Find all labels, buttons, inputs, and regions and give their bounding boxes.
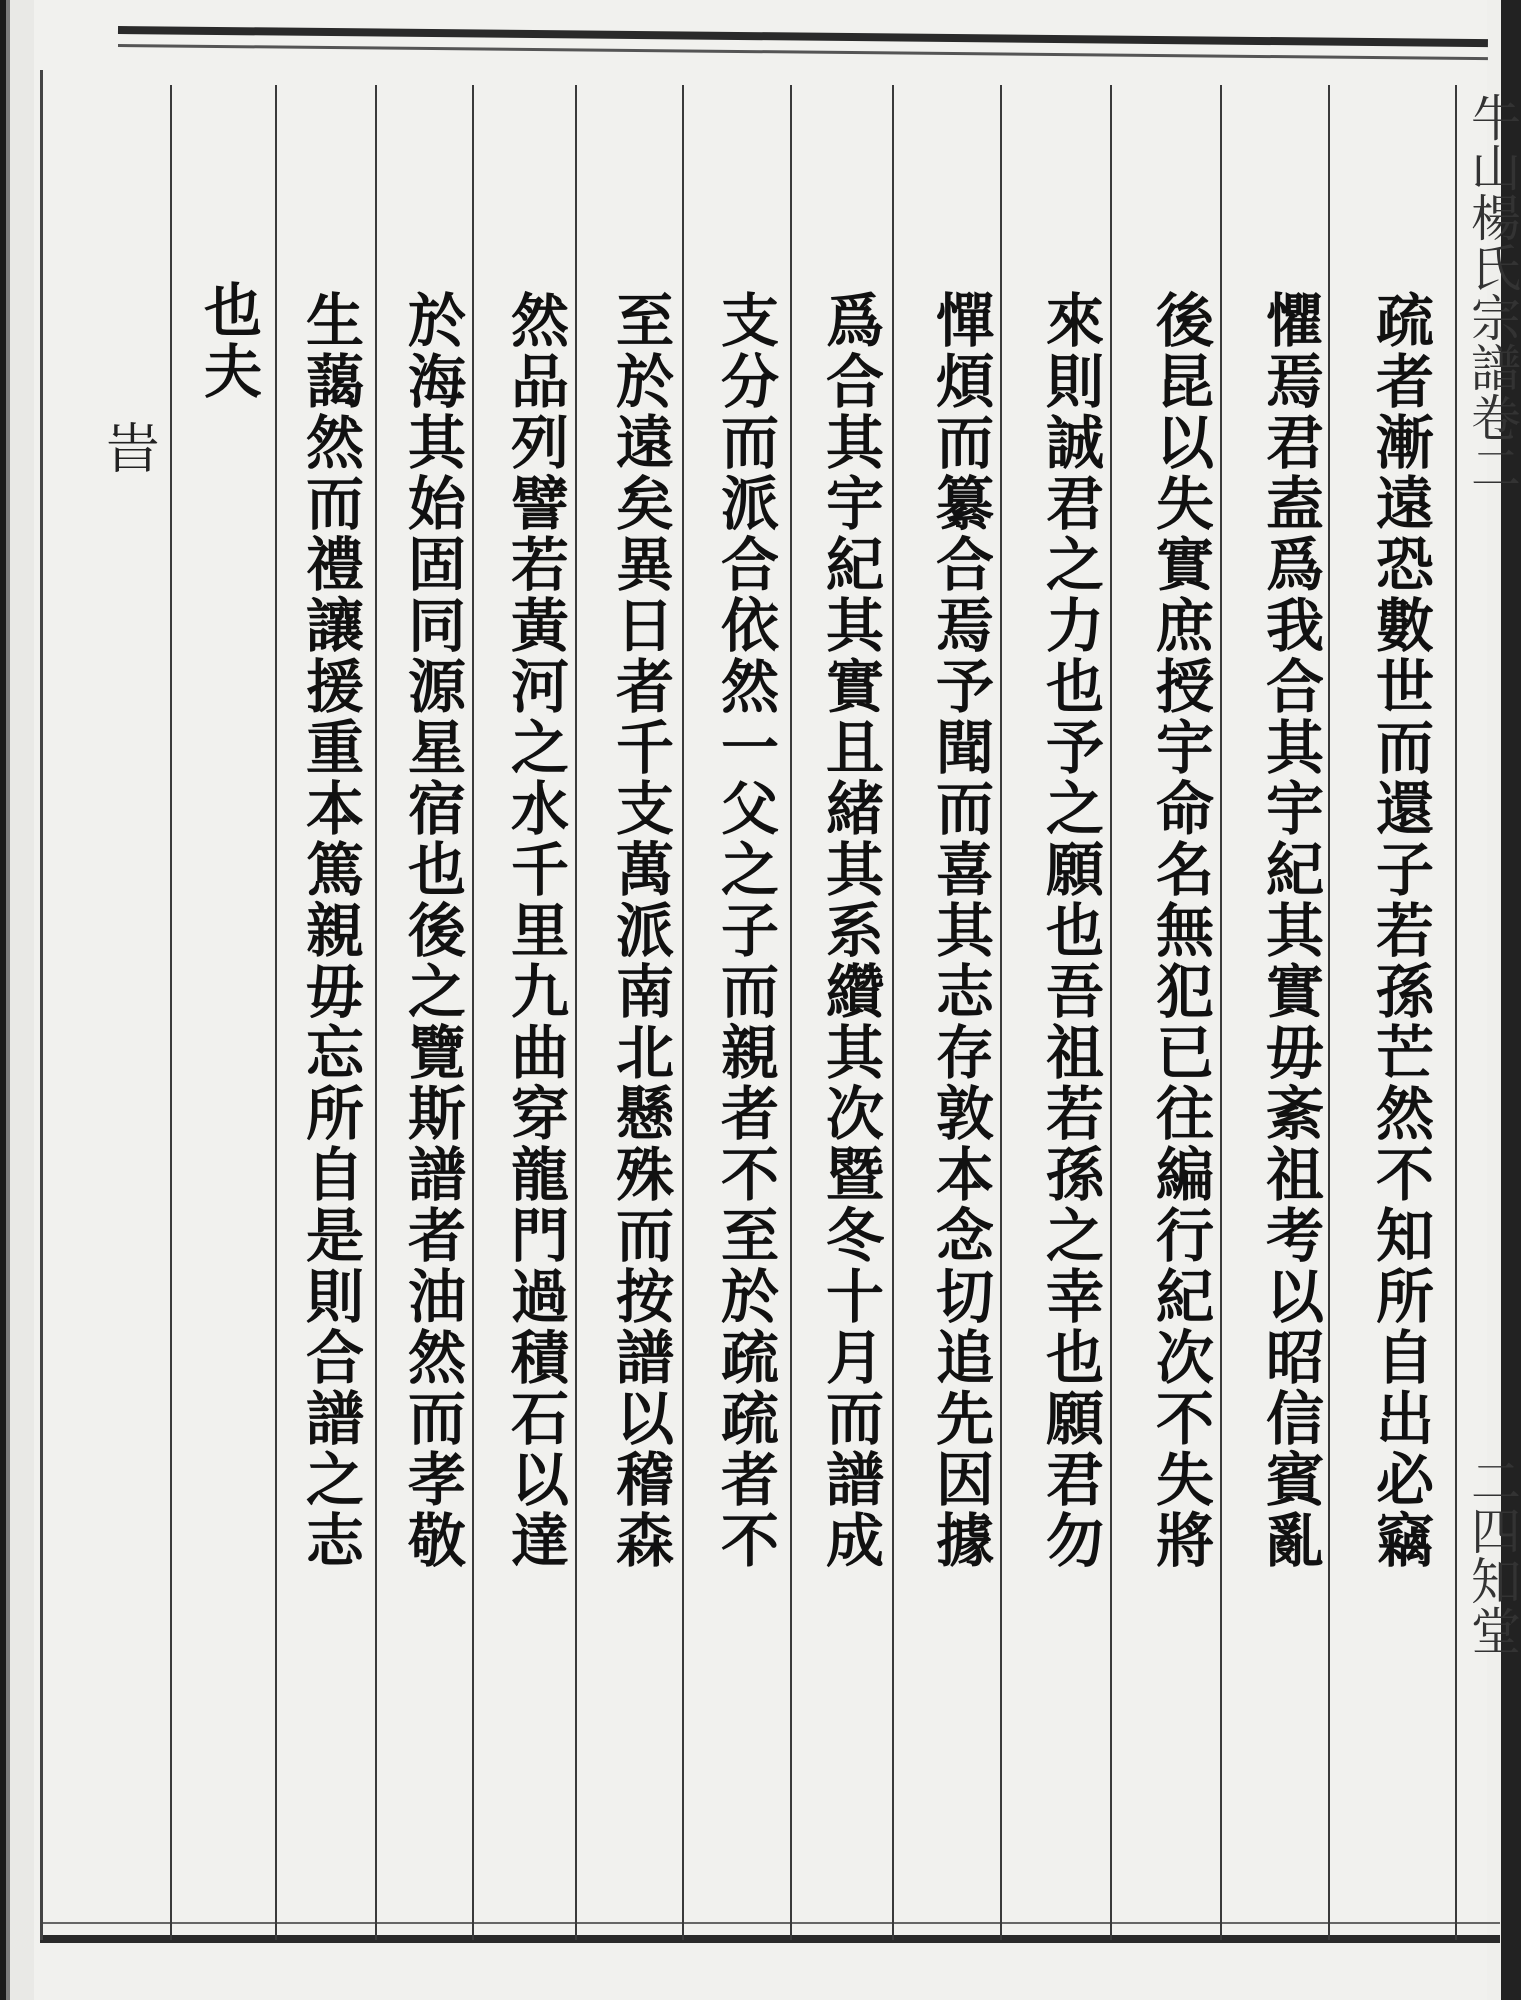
bottom-border-inner xyxy=(40,1922,1500,1924)
column-rule xyxy=(1110,85,1112,1940)
frame-left-border xyxy=(40,70,43,1940)
column-rule xyxy=(1455,85,1457,1940)
column-rule xyxy=(682,85,684,1940)
top-border-inner xyxy=(118,44,1488,60)
left-page-edge xyxy=(0,0,34,2000)
text-column-8: 至於遠矣異日者千支萬派南北懸殊而按譜以稽森 xyxy=(606,290,674,1571)
column-rule xyxy=(575,85,577,1940)
column-rule xyxy=(892,85,894,1940)
text-column-3: 後昆以失實庶授宇命名無犯已往編行紀次不失將 xyxy=(1146,290,1214,1571)
text-column-9: 然品列譬若黃河之水千里九曲穿龍門過積石以達 xyxy=(501,290,569,1571)
column-rule xyxy=(472,85,474,1940)
text-column-2: 懼焉君盍爲我合其宇紀其實毋紊祖考以昭信賓亂 xyxy=(1256,290,1324,1571)
top-border xyxy=(118,26,1488,47)
bottom-border xyxy=(40,1935,1500,1943)
text-column-10: 於海其始固同源星宿也後之覽斯譜者油然而孝敬 xyxy=(398,290,466,1571)
text-column-6: 爲合其宇紀其實且緒其系纘其次暨冬十月而譜成 xyxy=(816,290,884,1571)
column-rule xyxy=(790,85,792,1940)
date-marker: 旹 xyxy=(97,420,160,474)
text-column-11: 生藹然而禮讓援重本篤親毋忘所自是則合譜之志 xyxy=(296,290,364,1571)
text-column-4: 來則誠君之力也予之願也吾祖若孫之幸也願君勿 xyxy=(1036,290,1104,1571)
column-rule xyxy=(275,85,277,1940)
column-rule xyxy=(1220,85,1222,1940)
margin-page-number: 二四知堂 xyxy=(1463,1455,1521,1655)
column-rule xyxy=(170,85,172,1940)
column-rule xyxy=(375,85,377,1940)
text-column-1: 疏者漸遠恐數世而還子若孫芒然不知所自出必竊 xyxy=(1366,290,1434,1571)
text-column-5: 憚煩而纂合焉予聞而喜其志存敦本念切追先因據 xyxy=(926,290,994,1571)
text-column-7: 支分而派合依然一父之子而親者不至於疏疏者不 xyxy=(711,290,779,1571)
margin-title: 牛山楊氏宗譜卷二 xyxy=(1463,92,1521,492)
column-rule xyxy=(1000,85,1002,1940)
text-column-12: 也夫 xyxy=(194,280,262,402)
